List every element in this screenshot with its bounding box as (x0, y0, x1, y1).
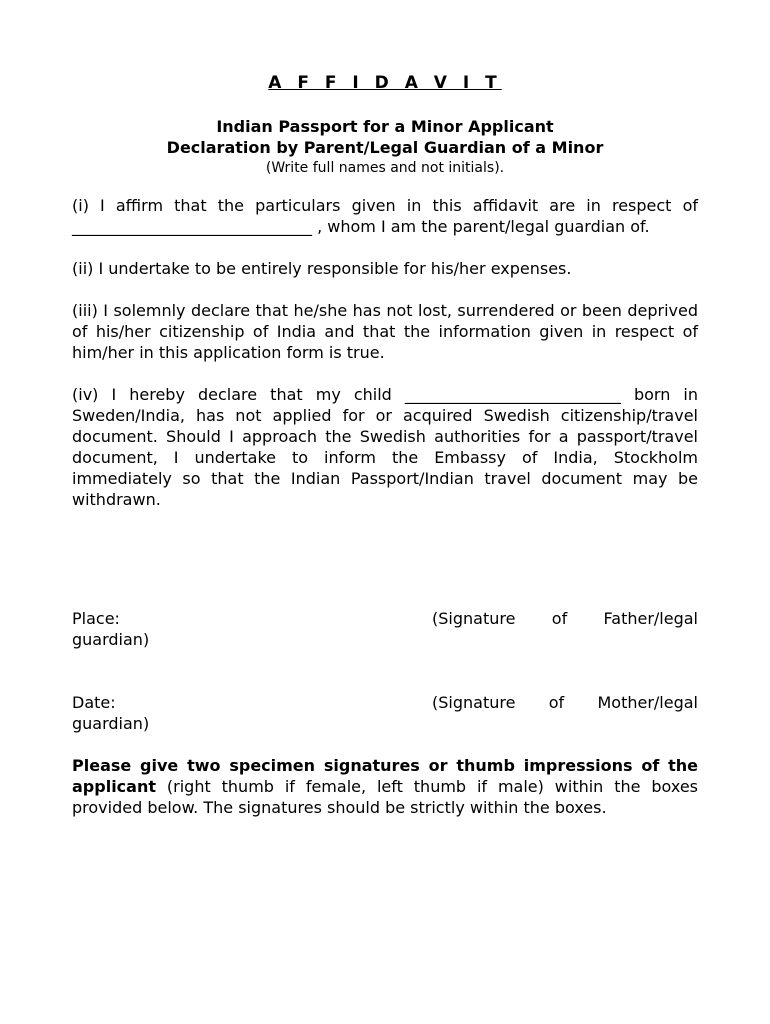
subtitle-line-1: Indian Passport for a Minor Applicant (216, 117, 554, 136)
subtitle-line-2: Declaration by Parent/Legal Guardian of a Minor (166, 138, 604, 157)
father-signature-continuation: guardian) (72, 630, 150, 649)
paragraph-i: (i) I affirm that the particulars given in this affidavit are in respect of ______________________________ , whom I am the parent/legal guardian of. (72, 196, 698, 236)
paragraph-iii: (iii) I solemnly declare that he/she has not lost, surrendered or been deprived of his/her citizenship of India and that the information given in respect of him/her in this application form is true. (72, 301, 698, 362)
specimen-note-rest: (right thumb if female, left thumb if male) within the boxes provided below. The signatures should be strictly within the boxes. (72, 777, 698, 817)
mother-signature-label: (Signature of Mother/legal (432, 693, 698, 712)
place-label: Place: (72, 609, 120, 628)
mother-signature-continuation: guardian) (72, 714, 150, 733)
paragraph-iv: (iv) I hereby declare that my child ___________________________ born in Sweden/India, has not applied for or acquired Swedish citizenship/travel document. Should I approach the Swedish authorities for a passport/travel document, I undertake to inform the Embassy of India, Stockholm immediately so that the Indian Passport/Indian travel document may be withdrawn. (72, 385, 698, 509)
mother-signature-block (72, 692, 698, 734)
father-signature-label: (Signature of Father/legal (432, 609, 698, 628)
father-signature-block (72, 608, 698, 650)
date-label: Date: (72, 693, 116, 712)
paragraph-ii: (ii) I undertake to be entirely responsible for his/her expenses. (72, 259, 572, 278)
instruction-note: (Write full names and not initials). (265, 160, 505, 176)
specimen-signature-note (72, 755, 698, 818)
document-title: A F F I D A V I T (268, 73, 502, 93)
specimen-note-bold: Please give two specimen signatures or thumb impressions of the applicant (72, 756, 698, 796)
spacer (72, 531, 698, 608)
